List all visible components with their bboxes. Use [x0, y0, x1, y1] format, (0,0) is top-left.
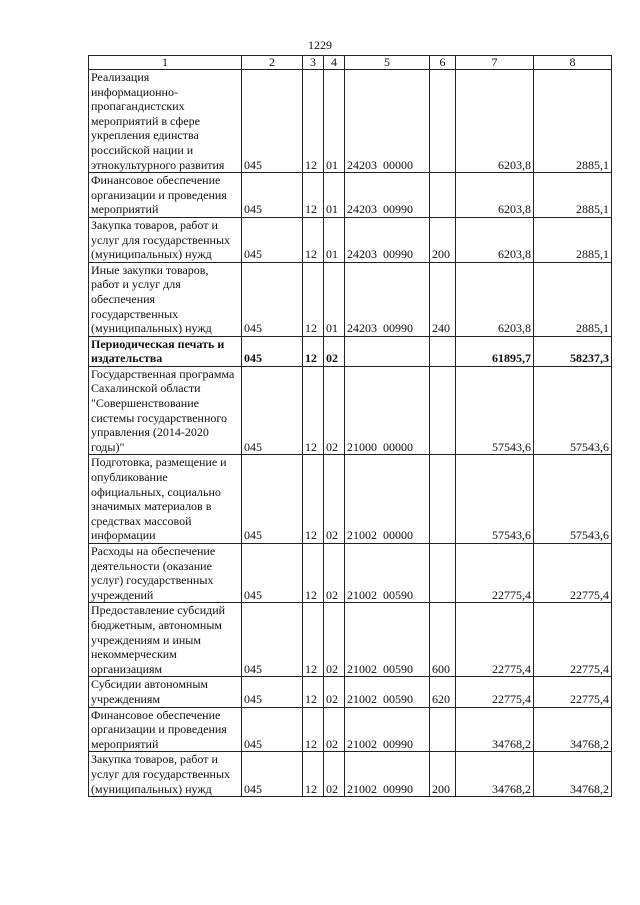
- table-header-row: [89, 56, 612, 70]
- cell-admin-code: 045: [242, 70, 303, 173]
- cell-name: Закупка товаров, работ и услуг для государственных (муниципальных) нужд: [89, 752, 242, 797]
- cell-admin-code: 045: [242, 336, 303, 366]
- cell-name: Финансовое обеспечение организации и проведения мероприятий: [89, 707, 242, 752]
- cell-admin-code: 045: [242, 217, 303, 262]
- cell-amount-2: 2885,1: [534, 173, 612, 218]
- cell-expense-type: 240: [430, 262, 456, 336]
- cell-amount-1: 34768,2: [456, 707, 534, 752]
- cell-expense-type: [430, 366, 456, 455]
- cell-expense-type: 200: [430, 752, 456, 797]
- column-header: 4: [324, 56, 345, 70]
- column-header: 6: [430, 56, 456, 70]
- cell-section: 12: [303, 544, 324, 603]
- cell-name: Финансовое обеспечение организации и проведения мероприятий: [89, 173, 242, 218]
- table-row: [89, 70, 612, 173]
- table-row: [89, 603, 612, 677]
- column-header: 3: [303, 56, 324, 70]
- cell-subsection: 01: [324, 217, 345, 262]
- cell-section: 12: [303, 70, 324, 173]
- cell-amount-1: 22775,4: [456, 544, 534, 603]
- cell-amount-1: 22775,4: [456, 677, 534, 707]
- cell-name: Субсидии автономным учреждениям: [89, 677, 242, 707]
- cell-subsection: 01: [324, 173, 345, 218]
- cell-name: Государственная программа Сахалинской области "Совершенствование системы государственного управления (2014-2020 годы)": [89, 366, 242, 455]
- cell-amount-2: 58237,3: [534, 336, 612, 366]
- cell-subsection: 02: [324, 677, 345, 707]
- cell-subsection: 02: [324, 707, 345, 752]
- table-row: [89, 707, 612, 752]
- cell-subsection: 01: [324, 262, 345, 336]
- table-row: [89, 544, 612, 603]
- cell-name: Расходы на обеспечение деятельности (оказание услуг) государственных учреждений: [89, 544, 242, 603]
- cell-amount-2: 22775,4: [534, 544, 612, 603]
- cell-target-article: 21002 00990: [345, 707, 430, 752]
- budget-table: [88, 55, 612, 797]
- cell-amount-2: 57543,6: [534, 455, 612, 544]
- cell-admin-code: 045: [242, 752, 303, 797]
- cell-expense-type: [430, 455, 456, 544]
- cell-target-article: 21002 00590: [345, 603, 430, 677]
- cell-name: Подготовка, размещение и опубликование официальных, социально значимых материалов в средствах массовой информации: [89, 455, 242, 544]
- cell-amount-2: 57543,6: [534, 366, 612, 455]
- table-row: [89, 173, 612, 218]
- cell-expense-type: [430, 173, 456, 218]
- cell-amount-1: 6203,8: [456, 217, 534, 262]
- cell-section: 12: [303, 366, 324, 455]
- cell-subsection: 02: [324, 455, 345, 544]
- cell-amount-2: 22775,4: [534, 677, 612, 707]
- column-header: 7: [456, 56, 534, 70]
- cell-admin-code: 045: [242, 366, 303, 455]
- cell-expense-type: [430, 707, 456, 752]
- cell-name: Предоставление субсидий бюджетным, автономным учреждениям и иным некоммерческим организациям: [89, 603, 242, 677]
- table-row: [89, 366, 612, 455]
- table-row: [89, 262, 612, 336]
- cell-expense-type: 620: [430, 677, 456, 707]
- cell-section: 12: [303, 677, 324, 707]
- cell-amount-1: 6203,8: [456, 70, 534, 173]
- cell-amount-1: 6203,8: [456, 262, 534, 336]
- cell-amount-2: 34768,2: [534, 707, 612, 752]
- column-header: 2: [242, 56, 303, 70]
- cell-target-article: [345, 336, 430, 366]
- cell-target-article: 24203 00000: [345, 70, 430, 173]
- cell-section: 12: [303, 455, 324, 544]
- cell-amount-1: 61895,7: [456, 336, 534, 366]
- table-row: [89, 677, 612, 707]
- cell-section: 12: [303, 173, 324, 218]
- cell-amount-1: 57543,6: [456, 366, 534, 455]
- cell-subsection: 02: [324, 752, 345, 797]
- cell-target-article: 21002 00000: [345, 455, 430, 544]
- cell-section: 12: [303, 336, 324, 366]
- cell-amount-1: 6203,8: [456, 173, 534, 218]
- cell-expense-type: [430, 70, 456, 173]
- cell-expense-type: 600: [430, 603, 456, 677]
- cell-subsection: 02: [324, 603, 345, 677]
- cell-admin-code: 045: [242, 677, 303, 707]
- cell-target-article: 21002 00590: [345, 544, 430, 603]
- cell-admin-code: 045: [242, 262, 303, 336]
- cell-subsection: 02: [324, 336, 345, 366]
- cell-target-article: 21000 00000: [345, 366, 430, 455]
- cell-name: Периодическая печать и издательства: [89, 336, 242, 366]
- cell-section: 12: [303, 262, 324, 336]
- cell-target-article: 24203 00990: [345, 217, 430, 262]
- cell-amount-2: 2885,1: [534, 70, 612, 173]
- cell-section: 12: [303, 217, 324, 262]
- cell-subsection: 02: [324, 544, 345, 603]
- cell-expense-type: [430, 544, 456, 603]
- cell-subsection: 01: [324, 70, 345, 173]
- column-header: 1: [89, 56, 242, 70]
- column-header: 8: [534, 56, 612, 70]
- cell-admin-code: 045: [242, 544, 303, 603]
- cell-name: Закупка товаров, работ и услуг для государственных (муниципальных) нужд: [89, 217, 242, 262]
- cell-target-article: 24203 00990: [345, 173, 430, 218]
- cell-amount-2: 2885,1: [534, 217, 612, 262]
- cell-amount-2: 22775,4: [534, 603, 612, 677]
- cell-amount-1: 22775,4: [456, 603, 534, 677]
- cell-section: 12: [303, 752, 324, 797]
- cell-section: 12: [303, 603, 324, 677]
- cell-expense-type: 200: [430, 217, 456, 262]
- cell-expense-type: [430, 336, 456, 366]
- cell-admin-code: 045: [242, 173, 303, 218]
- table-row: [89, 336, 612, 366]
- cell-amount-1: 34768,2: [456, 752, 534, 797]
- table-row: [89, 752, 612, 797]
- cell-amount-1: 57543,6: [456, 455, 534, 544]
- table-body: [89, 56, 612, 797]
- page-number: 1229: [308, 38, 332, 52]
- cell-name: Иные закупки товаров, работ и услуг для обеспечения государственных (муниципальных) нужд: [89, 262, 242, 336]
- table-row: [89, 455, 612, 544]
- cell-admin-code: 045: [242, 707, 303, 752]
- cell-target-article: 24203 00990: [345, 262, 430, 336]
- cell-admin-code: 045: [242, 455, 303, 544]
- cell-subsection: 02: [324, 366, 345, 455]
- table-row: [89, 217, 612, 262]
- cell-amount-2: 34768,2: [534, 752, 612, 797]
- cell-name: Реализация информационно-пропагандистских мероприятий в сфере укрепления единства российской нации и этнокультурного развития: [89, 70, 242, 173]
- cell-target-article: 21002 00990: [345, 752, 430, 797]
- cell-admin-code: 045: [242, 603, 303, 677]
- column-header: 5: [345, 56, 430, 70]
- cell-target-article: 21002 00590: [345, 677, 430, 707]
- cell-section: 12: [303, 707, 324, 752]
- cell-amount-2: 2885,1: [534, 262, 612, 336]
